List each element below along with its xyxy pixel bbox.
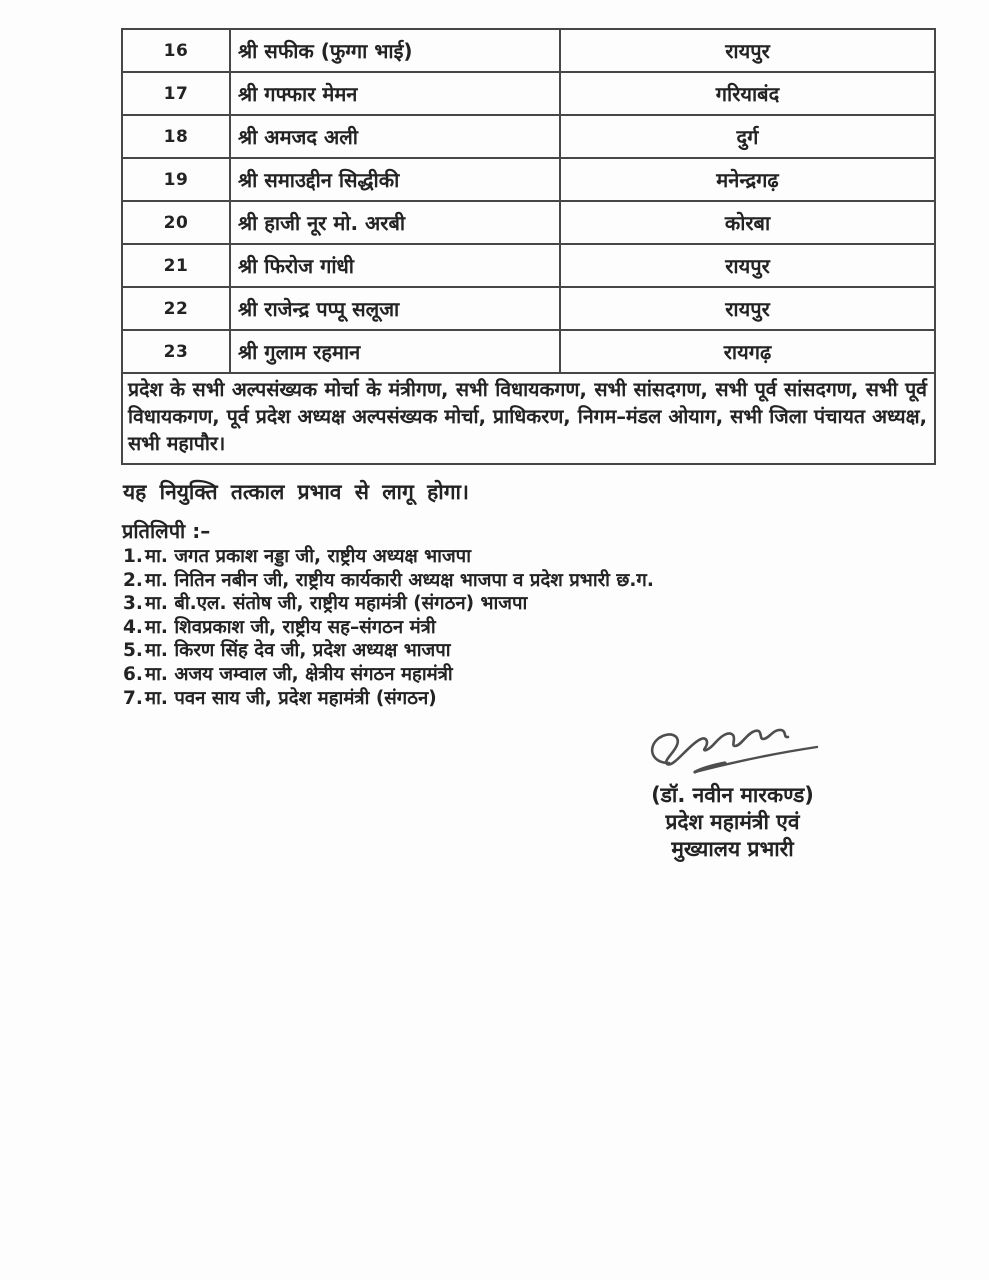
serial-number: 22 bbox=[122, 287, 230, 330]
list-item-text: मा. नितिन नबीन जी, राष्ट्रीय कार्यकारी अध्यक्ष भाजपा व प्रदेश प्रभारी छ.ग. bbox=[145, 569, 654, 591]
list-item bbox=[123, 569, 654, 593]
list-item-text: मा. जगत प्रकाश नड्डा जी, राष्ट्रीय अध्यक्ष भाजपा bbox=[145, 546, 471, 567]
serial-number: 17 bbox=[122, 72, 230, 115]
serial-number: 23 bbox=[122, 330, 230, 373]
table-row bbox=[122, 29, 935, 72]
list-item-number: 7. bbox=[123, 687, 143, 709]
signature-scribble-icon bbox=[645, 723, 825, 781]
member-place: रायगढ़ bbox=[560, 330, 935, 373]
member-name: श्री गफ्फार मेमन bbox=[230, 72, 560, 115]
list-item-number: 3. bbox=[123, 593, 143, 615]
signatory-block bbox=[605, 782, 860, 863]
list-item-number: 6. bbox=[123, 663, 143, 685]
member-place: गरियाबंद bbox=[560, 72, 935, 115]
table-footer-note: प्रदेश के सभी अल्पसंख्यक मोर्चा के मंत्रीगण, सभी विधायकगण, सभी सांसदगण, सभी पूर्व सांसदगण, सभी पूर्व विधायकगण, पूर्व प्रदेश अध्यक्ष अल्पसंख्यक मोर्चा, प्राधिकरण, निगम–मंडल ओयाग, सभी जिला पंचायत अध्यक्ष, सभी महापौर। bbox=[122, 373, 935, 464]
table-footer-row bbox=[122, 373, 935, 464]
member-name: श्री गुलाम रहमान bbox=[230, 330, 560, 373]
member-place: रायपुर bbox=[560, 29, 935, 72]
list-item bbox=[123, 639, 654, 663]
list-item-text: मा. पवन साय जी, प्रदेश महामंत्री (संगठन) bbox=[145, 687, 437, 709]
table-row bbox=[122, 244, 935, 287]
list-item-text: मा. किरण सिंह देव जी, प्रदेश अध्यक्ष भाजपा bbox=[145, 640, 451, 662]
table-row bbox=[122, 330, 935, 373]
member-place: दुर्ग bbox=[560, 115, 935, 158]
effective-statement: यह नियुक्ति तत्काल प्रभाव से लागू होगा। bbox=[123, 480, 469, 504]
copy-list bbox=[123, 545, 654, 710]
appointment-table bbox=[121, 28, 936, 465]
member-place: रायपुर bbox=[560, 244, 935, 287]
serial-number: 16 bbox=[122, 29, 230, 72]
serial-number: 19 bbox=[122, 158, 230, 201]
member-place: मनेन्द्रगढ़ bbox=[560, 158, 935, 201]
signatory-title-line2: मुख्यालय प्रभारी bbox=[671, 837, 794, 861]
serial-number: 21 bbox=[122, 244, 230, 287]
table-row bbox=[122, 115, 935, 158]
list-item-number: 5. bbox=[123, 640, 143, 662]
member-name: श्री हाजी नूर मो. अरबी bbox=[230, 201, 560, 244]
list-item-text: मा. बी.एल. संतोष जी, राष्ट्रीय महामंत्री (संगठन) भाजपा bbox=[145, 593, 528, 615]
list-item-number: 4. bbox=[123, 616, 143, 638]
signatory-title-line1: प्रदेश महामंत्री एवं bbox=[665, 810, 800, 834]
member-name: श्री फिरोज गांधी bbox=[230, 244, 560, 287]
member-name: श्री सफीक (फुग्गा भाई) bbox=[230, 29, 560, 72]
table-row bbox=[122, 72, 935, 115]
signatory-name: (डॉ. नवीन मारकण्ड) bbox=[651, 783, 814, 807]
list-item-text: मा. अजय जम्वाल जी, क्षेत्रीय संगठन महामंत्री bbox=[145, 663, 453, 685]
list-item bbox=[123, 545, 654, 569]
serial-number: 20 bbox=[122, 201, 230, 244]
table-row bbox=[122, 287, 935, 330]
table-row bbox=[122, 201, 935, 244]
member-name: श्री अमजद अली bbox=[230, 115, 560, 158]
member-name: श्री राजेन्द्र पप्पू सलूजा bbox=[230, 287, 560, 330]
copies-heading: प्रतिलिपी :– bbox=[122, 519, 211, 543]
list-item-number: 1. bbox=[123, 546, 143, 567]
member-name: श्री समाउद्दीन सिद्धीकी bbox=[230, 158, 560, 201]
list-item bbox=[123, 663, 654, 687]
serial-number: 18 bbox=[122, 115, 230, 158]
list-item-number: 2. bbox=[123, 569, 143, 591]
list-item bbox=[123, 687, 654, 711]
table-row bbox=[122, 158, 935, 201]
member-place: कोरबा bbox=[560, 201, 935, 244]
list-item-text: मा. शिवप्रकाश जी, राष्ट्रीय सह–संगठन मंत्री bbox=[145, 616, 436, 638]
list-item bbox=[123, 616, 654, 640]
list-item bbox=[123, 592, 654, 616]
member-place: रायपुर bbox=[560, 287, 935, 330]
